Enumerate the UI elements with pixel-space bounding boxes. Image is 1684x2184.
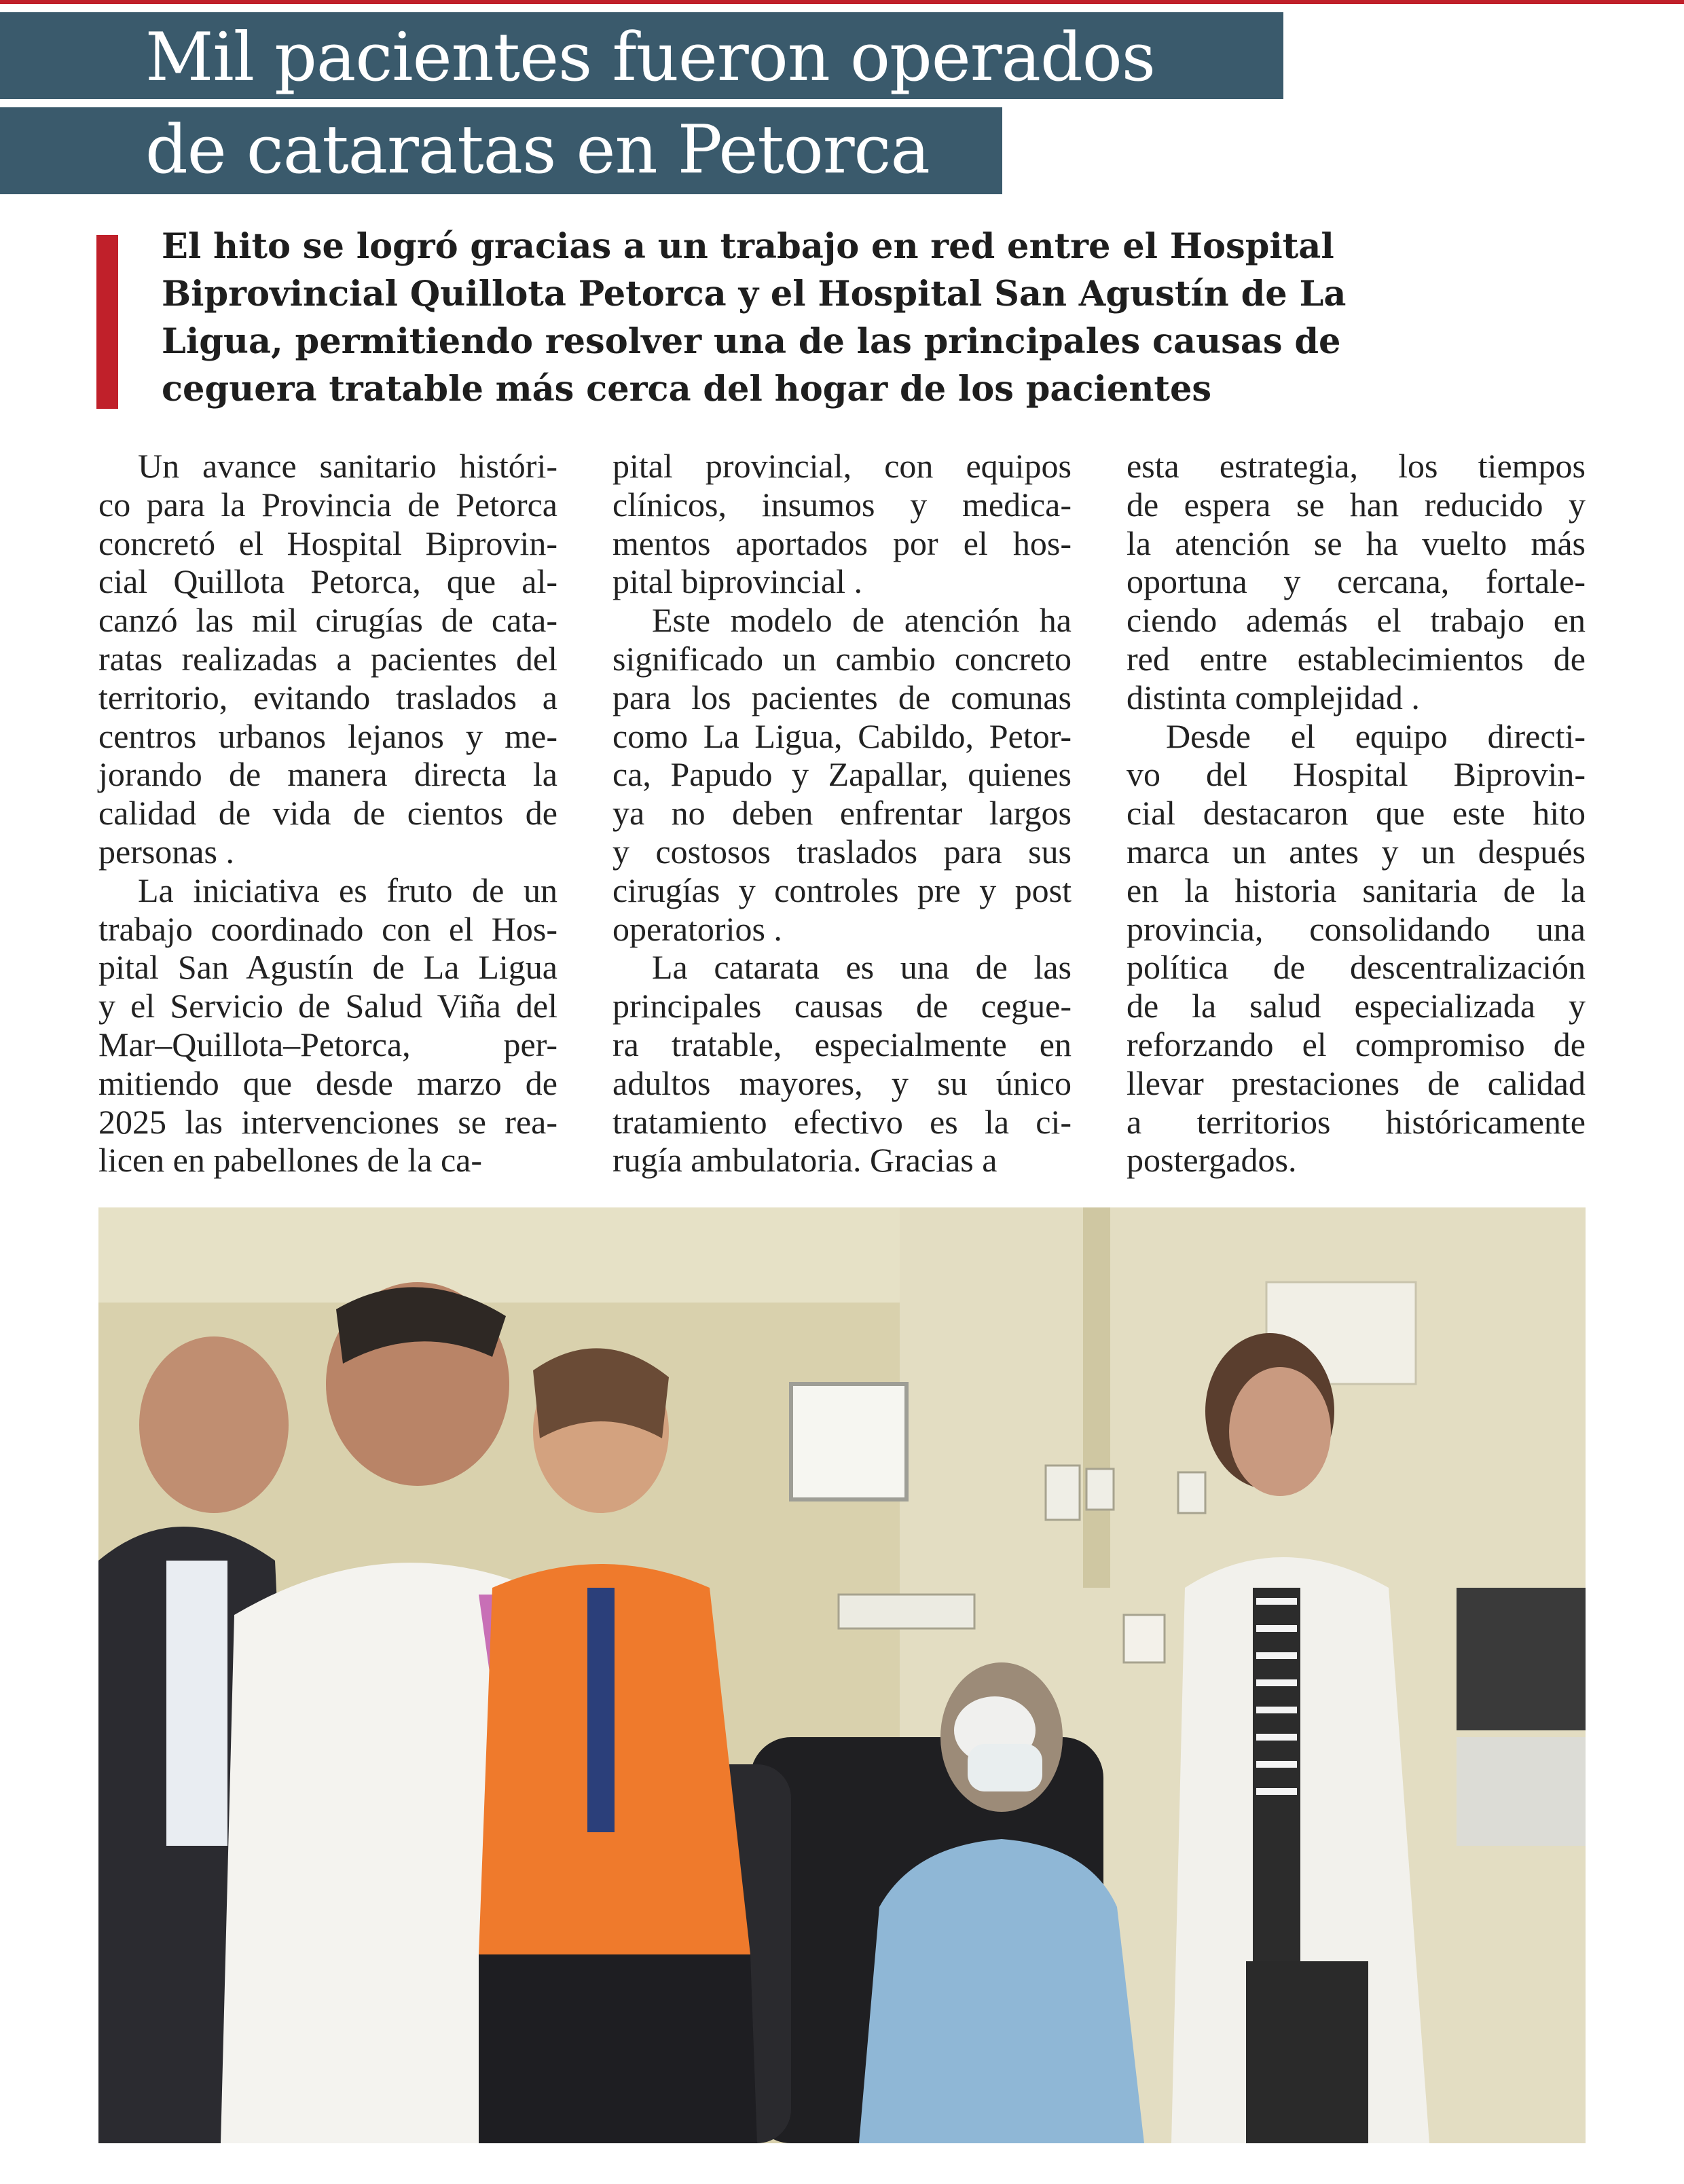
article-text-line: concretó el Hospital Biprovin- [98,524,557,562]
article-text-line: tratamiento efectivo es la ci- [612,1102,1072,1141]
article-text-line: personas . [98,832,234,871]
article-text-line: adultos mayores, y su único [612,1063,1072,1102]
article-text-line: clínicos, insumos y medica- [612,485,1072,524]
article-text-line: operatorios . [612,909,782,948]
article-text-line: reforzando el compromiso de [1127,1025,1586,1063]
article-text-line: ra tratable, especialmente en [612,1025,1072,1063]
article-text-line: ya no deben enfrentar largos [612,794,1072,833]
article-text-line: oportuna y cercana, fortale- [1127,562,1586,601]
article-column-1 [98,447,557,1180]
article-text-line: significado un cambio concreto [612,639,1072,678]
article-text-line: pital biprovincial . [612,562,862,601]
article-text-line: y el Servicio de Salud Viña del [98,987,557,1025]
lead-line: El hito se logró gracias a un trabajo en red entre el Hospital [162,226,1334,267]
article-text-line: distinta complejidad . [1127,678,1420,716]
article-text-line: pital provincial, con equipos [612,447,1072,485]
article-text-line: de la salud especializada y [1127,987,1586,1025]
article-text-line: Un avance sanitario históri- [138,447,557,485]
article-text-line: 2025 las intervenciones se rea- [98,1102,557,1141]
article-text-line: y costosos traslados para sus [612,832,1072,871]
article-photo [98,1207,1586,2143]
lead-paragraph [162,223,1357,413]
article-text-line: ratas realizadas a pacientes del [98,639,557,678]
lead-accent-bar [96,235,118,409]
article-text-line: red entre establecimientos de [1127,639,1586,678]
article-text-line: canzó las mil cirugías de cata- [98,601,557,640]
article-text-line: como La Ligua, Cabildo, Petor- [612,716,1072,755]
lead-line: Biprovincial Quillota Petorca y el Hospital San Agustín de La [162,274,1347,314]
article-text-line: La iniciativa es fruto de un [138,871,557,909]
article-text-line: co para la Provincia de Petorca [98,485,557,524]
article-text-line: mentos aportados por el hos- [612,524,1072,562]
headline-line-1: Mil pacientes fueron operados [0,12,1283,99]
article-text-line: calidad de vida de cientos de [98,794,557,833]
top-rule [0,0,1684,4]
article-text-line: cirugías y controles pre y post [612,871,1072,909]
article-column-2 [612,447,1072,1180]
lead-line: Ligua, permitiendo resolver una de las principales causas de [162,321,1341,362]
article-text-line: ca, Papudo y Zapallar, quienes [612,755,1072,794]
article-text-line: política de descentralización [1127,948,1586,987]
article-text-line: pital San Agustín de La Ligua [98,948,557,987]
headline-line-2: de cataratas en Petorca [0,107,1002,194]
article-text-line: territorio, evitando traslados a [98,678,557,716]
article-text-line: a territorios históricamente [1127,1102,1586,1141]
article-text-line: para los pacientes de comunas [612,678,1072,716]
article-text-line: ciendo además el trabajo en [1127,601,1586,640]
article-text-line: cial Quillota Petorca, que al- [98,562,557,601]
article-column-3 [1127,447,1586,1180]
article-text-line: postergados. [1127,1141,1297,1180]
lead-line: ceguera tratable más cerca del hogar de los pacientes [162,369,1212,410]
article-text-line: la atención se ha vuelto más [1127,524,1586,562]
article-text-line: llevar prestaciones de calidad [1127,1063,1586,1102]
article-text-line: provincia, consolidando una [1127,909,1586,948]
article-text-line: Mar–Quillota–Petorca, per- [98,1025,557,1063]
article-text-line: vo del Hospital Biprovin- [1127,755,1586,794]
article-text-line: principales causas de cegue- [612,987,1072,1025]
article-text-line: esta estrategia, los tiempos [1127,447,1586,485]
article-text-line: en la historia sanitaria de la [1127,871,1586,909]
article-text-line: La catarata es una de las [652,948,1072,987]
article-text-line: licen en pabellones de la ca- [98,1141,482,1180]
article-text-line: marca un antes y un después [1127,832,1586,871]
article-text-line: rugía ambulatoria. Gracias a [612,1141,997,1180]
article-text-line: mitiendo que desde marzo de [98,1063,557,1102]
article-text-line: trabajo coordinado con el Hos- [98,909,557,948]
article-text-line: centros urbanos lejanos y me- [98,716,557,755]
article-text-line: Desde el equipo directi- [1166,716,1586,755]
article-text-line: jorando de manera directa la [98,755,557,794]
article-text-line: de espera se han reducido y [1127,485,1586,524]
article-text-line: Este modelo de atención ha [652,601,1072,640]
article-text-line: cial destacaron que este hito [1127,794,1586,833]
